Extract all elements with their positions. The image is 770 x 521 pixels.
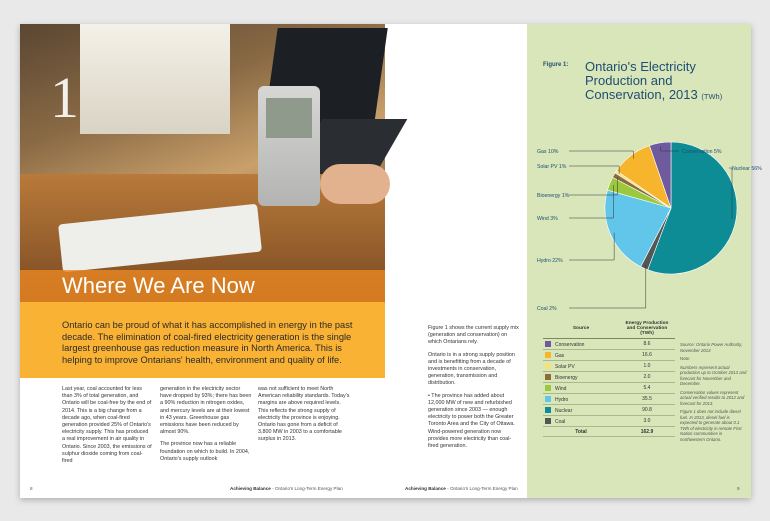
legend-swatch: [545, 352, 551, 358]
data-table: [543, 319, 675, 437]
right-page-text: [428, 325, 520, 455]
heading-band: [20, 270, 385, 302]
table-source-label: Conservation: [555, 341, 585, 348]
pie-chart: [527, 110, 762, 312]
footer-title-rest: - Ontario's Long-Term Energy Plan: [270, 486, 343, 491]
table-source-label: Solar PV: [555, 363, 575, 370]
page-number-left: 8: [30, 486, 33, 491]
note-2: Conservation values represent actual verified results to 2012 and forecast for 2013.: [680, 389, 745, 406]
energy-monitor-image: [258, 86, 320, 206]
table-source-label: Nuclear: [555, 407, 573, 414]
table-cell-value: 1.0: [619, 361, 675, 372]
page-number-right: 9: [737, 486, 740, 491]
body-column-1: [62, 386, 152, 470]
figure-label: Figure 1:: [543, 62, 569, 68]
total-value: 162.9: [619, 427, 675, 437]
body-column-3: [258, 386, 350, 449]
table-cell-value: 90.8: [619, 405, 675, 416]
left-footer: [30, 486, 33, 491]
table-cell-source: [543, 416, 619, 427]
table-cell-source: [543, 405, 619, 416]
figure-panel: [527, 24, 762, 498]
legend-swatch: [545, 341, 551, 347]
table-cell-value: 5.4: [619, 383, 675, 394]
window-image: [80, 24, 230, 134]
table-header-source: Source: [543, 319, 619, 339]
table-cell-value: 8.6: [619, 339, 675, 350]
table-row: [543, 394, 675, 405]
table-total-row: [543, 427, 675, 437]
pie-label-wind: Wind 3%: [537, 216, 558, 222]
brochure-spread: [20, 24, 762, 498]
table-source-label: Wind: [555, 385, 567, 392]
table-row: [543, 339, 675, 350]
footer-title-bold: Achieving Balance: [230, 486, 271, 491]
source-note: Source: Ontario Power Authority, November 2013: [680, 342, 743, 353]
body-paragraph: generation in the electricity sector have dropped by 93%; there has been a 90% reduction in nitrogen oxides, and mercury levels are at their lowest in 43 years. Greenhouse gas emissions have been reduced by almost 90%.: [160, 386, 252, 436]
pie-label-conservation: Conservation 5%: [682, 149, 722, 155]
table-cell-source: [543, 372, 619, 383]
table-cell-value: 16.6: [619, 350, 675, 361]
leader-line: [569, 151, 633, 159]
section-heading: Where We Are Now: [62, 273, 255, 298]
pie-label-hydro: Hydro 22%: [537, 258, 563, 264]
table-cell-source: [543, 361, 619, 372]
body-paragraph: The province now has a reliable foundation on which to build. In 2004, Ontario's supply outlook: [160, 441, 250, 462]
right-footer-title: [405, 486, 518, 491]
figure-title-text: Ontario's Electricity Production and Conservation, 2013: [585, 59, 698, 102]
pie-label-solar-pv: Solar PV 1%: [537, 164, 567, 170]
footer-title-rest: - Ontario's Long-Term Energy Plan: [445, 486, 518, 491]
table-row: [543, 372, 675, 383]
table-cell-source: [543, 383, 619, 394]
table-cell-source: [543, 339, 619, 350]
legend-swatch: [545, 363, 551, 369]
table-source-label: Gas: [555, 352, 565, 359]
legend-swatch: [545, 396, 551, 402]
figure-notes: [680, 342, 748, 445]
table-row: [543, 383, 675, 394]
body-paragraph: Figure 1 shows the current supply mix (generation and conservation) on which Ontarians rely.: [428, 325, 519, 346]
table-row: [543, 361, 675, 372]
table-row: [543, 350, 675, 361]
body-column-2: [160, 386, 252, 468]
hands-image: [320, 164, 390, 204]
table-cell-value: 2.0: [619, 372, 675, 383]
legend-swatch: [545, 418, 551, 424]
table-cell-source: [543, 350, 619, 361]
table-row: [543, 416, 675, 427]
legend-swatch: [545, 385, 551, 391]
note-label: Note:: [680, 356, 691, 361]
pie-label-bioenergy: Bioenergy 1%: [537, 193, 570, 199]
total-label: Total: [543, 427, 619, 437]
leader-line: [569, 166, 619, 174]
legend-swatch: [545, 374, 551, 380]
leader-line: [569, 233, 614, 260]
body-paragraph: was not sufficient to meet North American reliability standards. Today's margins are above required levels. This reflects the strong supply of electricity the province is enjoying. Ontario has gone from a deficit of 3,800 MW in 2003 to a comfortable surplus in 2013.: [258, 386, 350, 443]
intro-text: Ontario can be proud of what it has accomplished in energy in the past decade. The elimination of coal-fired electricity generation is the single largest greenhouse gas reduction measure in North America. This is helping to improve Ontarians' health, environment and quality of life.: [62, 320, 353, 365]
table-header-value: Energy Production and Conservation (TWh): [619, 319, 675, 339]
hero-photo: [20, 24, 385, 302]
right-footer: [737, 486, 740, 491]
table-cell-source: [543, 394, 619, 405]
figure-unit: (TWh): [701, 92, 723, 101]
table-source-label: Hydro: [555, 396, 569, 403]
pie-label-gas: Gas 10%: [537, 149, 559, 155]
left-footer-title: [230, 486, 343, 491]
leader-line: [569, 265, 646, 308]
legend-swatch: [545, 407, 551, 413]
intro-box: [20, 302, 385, 378]
note-3: Figure 1 does not include diesel fuel. In 2013, diesel fuel is expected to generate about 0.1 TWh of electricity in remote First Nation communities in northwestern Ontario.: [680, 409, 742, 442]
figure-title: [585, 60, 748, 104]
table-cell-value: 3.0: [619, 416, 675, 427]
body-paragraph: Last year, coal accounted for less than 3% of total generation, and Ontario will be coal-free by the end of 2014. This is a big change from a decade ago, when coal-fired generation provided 25% of Ontario's electricity supply. This has produced a real improvement in air quality in Ontario. Since 2003, the emissions of sulphur dioxide coming from coal-fired: [62, 386, 152, 465]
table-source-label: Bioenergy: [555, 374, 578, 381]
note-1: Numbers represent actual production up to October 2013 and forecast for November and December.: [680, 364, 747, 386]
footer-title-bold: Achieving Balance: [405, 486, 446, 491]
chapter-number: 1: [50, 65, 79, 130]
table-source-label: Coal: [555, 418, 566, 425]
pie-label-nuclear: Nuclear 56%: [732, 166, 762, 172]
body-paragraph: Ontario is in a strong supply position and is benefitting from a decade of investments in conservation, generation, transmission and distribution.: [428, 351, 515, 387]
table-row: [543, 405, 675, 416]
body-paragraph: • The province has added about 12,000 MW of new and refurbished generation since 2003 — enough electricity to power both the Greater Toronto Area and the City of Ottawa. Wind-powered generation now provides more electricity than coal-fired generation.: [428, 392, 515, 450]
table-cell-value: 35.5: [619, 394, 675, 405]
pie-label-coal: Coal 2%: [537, 306, 557, 312]
